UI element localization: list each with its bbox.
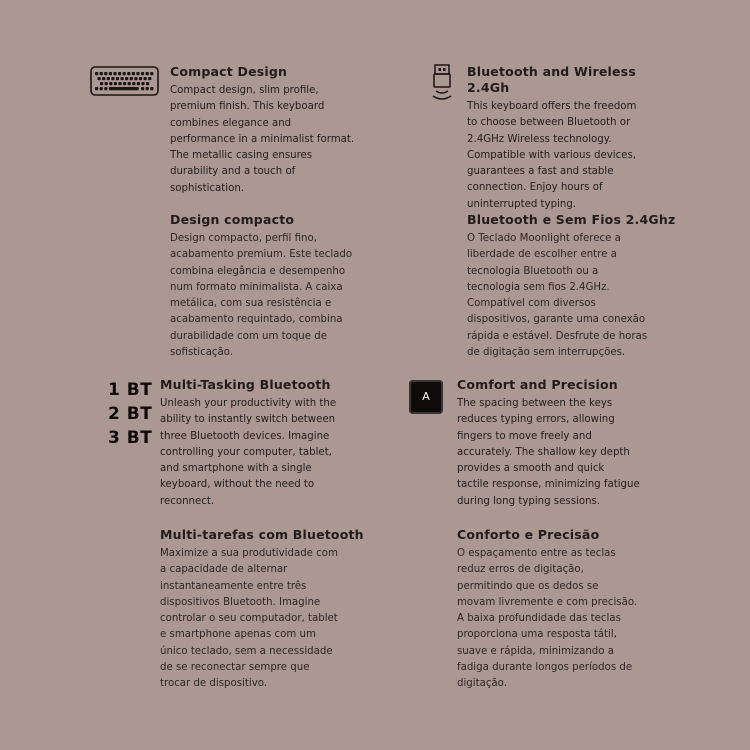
keycap-label: A bbox=[422, 390, 430, 403]
section-title: Multi-Tasking Bluetooth bbox=[160, 377, 331, 392]
section-title: Multi-tarefas com Bluetooth bbox=[160, 527, 364, 542]
multitasking-pt-section bbox=[160, 527, 380, 693]
section-title: Compact Design bbox=[170, 64, 288, 79]
section-text: Maximize a sua produtividade com a capacidade de alternar instantaneamente entre três dispositivos Bluetooth. Imagine controlar o seu computador, tablet e smartphone apenas com um único teclado, sem a necessidade de se reconectar sempre que trocar de dispositivo. bbox=[160, 548, 338, 690]
comfort-precision-section bbox=[457, 377, 687, 510]
section-text: Unleash your productivity with the ability to instantly switch between three Bluetooth devices. Imagine controlling your computer, tablet, and smartphone with a single keyboard, without the need to reconnect. bbox=[160, 398, 337, 507]
usb-wireless-icon bbox=[430, 64, 454, 106]
section-text: O espaçamento entre as teclas reduz erros de digitação, permitindo que os dedos se movam livremente e com precisão. A baixa profundidade das teclas proporciona uma resposta tátil, suave e rápida, minimizando a fadiga durante longos períodos de digitação. bbox=[457, 548, 638, 690]
bt-label: 2 BT bbox=[108, 404, 153, 424]
keyboard-icon bbox=[90, 66, 159, 96]
section-title: Bluetooth e Sem Fios 2.4Ghz bbox=[467, 212, 676, 227]
keycap-icon bbox=[409, 380, 443, 414]
section-text: Design compacto, perfil fino, acabamento premium. Este teclado combina elegância e desempenho num formato minimalista. A caixa metálica, com sua resistência e acabamento requintado, combina durabilidade com um toque de sofisticação. bbox=[170, 233, 353, 359]
bluetooth-wireless-section bbox=[467, 64, 677, 213]
multitasking-section bbox=[160, 377, 380, 510]
section-text: O Teclado Moonlight oferece a liberdade de escolher entre a tecnologia Bluetooth ou a tecnologia sem fios 2.4GHz. Compatível com diversos dispositivos, garante uma conexão rápida e estável. Desfrute de horas de digitação sem interrupções. bbox=[467, 233, 648, 359]
bt-label: 1 BT bbox=[108, 380, 153, 400]
bluetooth-wireless-pt-section bbox=[467, 212, 687, 361]
compact-design-section bbox=[170, 64, 390, 197]
section-title: Comfort and Precision bbox=[457, 377, 618, 392]
section-text: The spacing between the keys reduces typing errors, allowing fingers to move freely and accurately. The shallow key depth provides a smooth and quick tactile response, minimizing fatigue during long typing sessions. bbox=[457, 398, 640, 507]
section-text: Compact design, slim profile, premium finish. This keyboard combines elegance and performance in a minimalist format. The metallic casing ensures durability and a touch of sophistication. bbox=[170, 85, 355, 194]
compact-design-pt-section bbox=[170, 212, 390, 361]
bt-device-labels bbox=[108, 378, 152, 450]
section-text: This keyboard offers the freedom to choose between Bluetooth or 2.4GHz Wireless technology. Compatible with various devices, guarantees a fast and stable connection. Enjoy hours of uninterrupted typing. bbox=[467, 101, 637, 210]
comfort-precision-pt-section bbox=[457, 527, 687, 693]
bt-label: 3 BT bbox=[108, 428, 153, 448]
section-title: Design compacto bbox=[170, 212, 295, 227]
section-title: Bluetooth and Wireless 2.4Gh bbox=[467, 64, 636, 95]
section-title: Conforto e Precisão bbox=[457, 527, 600, 542]
